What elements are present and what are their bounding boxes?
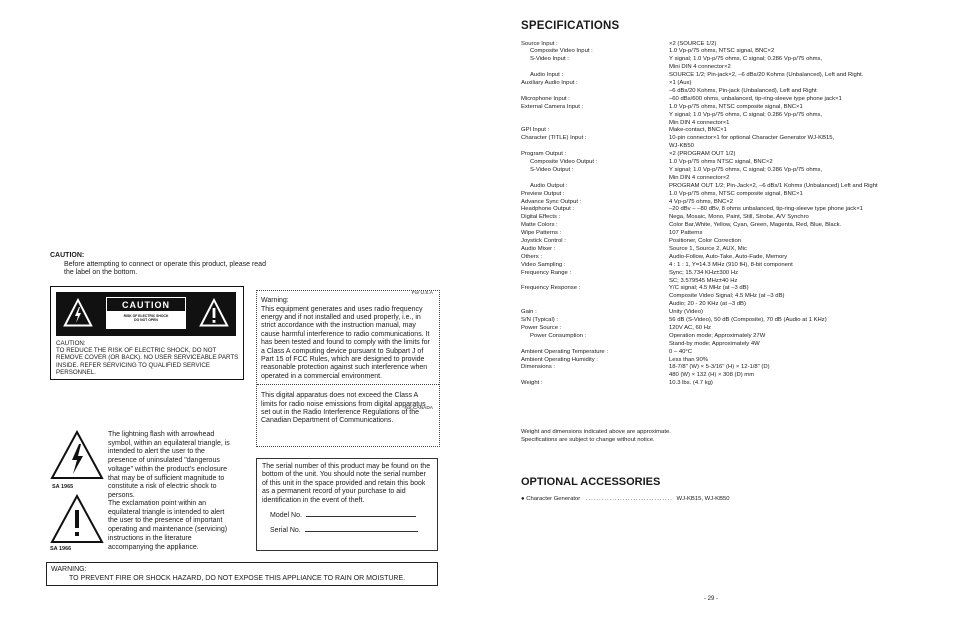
spec-value: Nega, Mosaic, Mono, Paint, Still, Strobe, A/V Synchro: [669, 214, 809, 221]
model-number-field[interactable]: [306, 511, 416, 517]
spec-label: Preview Output :: [521, 190, 565, 197]
sa-1966-label: SA 1966: [50, 546, 72, 552]
spec-label: Frequency Range :: [521, 269, 572, 276]
caution-label-box: [50, 286, 244, 380]
spec-value: –60 dBs/600 ohms, unbalanced, tip-ring-sleeve type phone jack×1: [669, 95, 842, 102]
spec-value: 107 Patterns: [669, 230, 703, 237]
serial-number-label: Serial No.: [270, 527, 301, 535]
serial-number-box: [256, 458, 438, 551]
exclamation-triangle-icon: [50, 494, 104, 544]
specifications-title: SPECIFICATIONS: [521, 20, 620, 32]
bullet-icon: ●: [521, 496, 527, 502]
lightning-triangle-icon: [50, 430, 104, 480]
spec-value: PROGRAM OUT 1/2; Pin-Jack×2, –6 dBs/1 Kohms (Unbalanced) Left and Right: [669, 182, 878, 189]
caution-title: CAUTION: [106, 297, 186, 312]
warning-heading: WARNING:: [51, 566, 87, 573]
caution-body-text: TO REDUCE THE RISK OF ELECTRIC SHOCK, DO NOT REMOVE COVER (OR BACK). NO USER SERVICEABLE PARTS INSIDE. REFER SERVICING TO QUALIFIED SERVICE PERSONNEL.: [56, 347, 239, 376]
exclamation-warning-icon: [198, 297, 230, 329]
warning-text: TO PREVENT FIRE OR SHOCK HAZARD, DO NOT EXPOSE THIS APPLIANCE TO RAIN OR MOISTURE.: [69, 575, 406, 582]
spec-value: Positioner, Color Correction: [669, 238, 742, 244]
spec-value: 1.0 Vp-p/75 ohms NTSC signal, BNC×2: [669, 159, 773, 165]
accessory-label: Character Generator: [526, 496, 581, 502]
spec-label: Video Sampling :: [521, 261, 566, 268]
spec-label: S-Video Output :: [530, 166, 574, 173]
spec-value: Unity (Video): [669, 309, 703, 316]
spec-value: Y signal; 1.0 Vp-p/75 ohms, C signal; 0.286 Vp-p/75 ohms,: [669, 111, 823, 118]
spec-label: Power Consumption :: [530, 332, 587, 339]
spec-value: Color Bar,White, Yellow, Cyan, Green, Magenta, Red, Blue, Black.: [669, 222, 842, 229]
spec-label: Frequency Response :: [521, 285, 581, 292]
spec-label: GPI Input :: [521, 127, 550, 134]
page-number: - 29 -: [704, 596, 719, 602]
spec-value: Operation mode; Approximately 27W: [669, 332, 766, 339]
caution-note-text: Before attempting to connect or operate this product, please read the label on the bottom.: [64, 260, 266, 277]
spec-note-1: Weight and dimensions indicated above are approximate.: [521, 429, 671, 435]
spec-value: Y signal; 1.0 Vp-p/75 ohms, C signal; 0.286 Vp-p/75 ohms,: [669, 166, 823, 173]
spec-value: ×2 (PROGRAM OUT 1/2): [669, 151, 736, 158]
optional-accessory-item: [521, 496, 730, 502]
spec-value: 18-7/8" (W) × 5-3/16" (H) × 12-1/8" (D): [669, 364, 770, 371]
caution-subtitle-line-2: DO NOT OPEN: [134, 318, 158, 323]
spec-value: 1.0 Vp-p/75 ohms, NTSC signal, BNC×2: [669, 48, 775, 55]
spec-value: 1.0 Vp-p/75 ohms, NTSC composite signal, BNC×1: [669, 190, 803, 197]
spec-value: 0 – 40°C: [669, 348, 692, 355]
box-divider: [257, 384, 439, 385]
spec-value: Min DIN 4 connector×1: [669, 119, 730, 126]
spec-note-2: Specifications are subject to change without notice.: [521, 437, 655, 443]
spec-value: Sync; 15.734 KHz±300 Hz: [669, 269, 739, 276]
spec-label: Composite Video Output :: [530, 159, 598, 165]
spec-value: ×1 (Aux): [669, 80, 692, 86]
spec-label: Auxiliary Audio Input :: [521, 80, 578, 86]
spec-value: 10-pin connector×1 for optional Character Generator WJ-KB15,: [669, 135, 835, 142]
spec-label: Joystick Control :: [521, 238, 566, 244]
spec-value: 4 Vp-p/75 ohms, BNC×2: [669, 198, 734, 205]
caution-subtitle: [106, 312, 186, 329]
spec-label: Gain :: [521, 309, 537, 316]
spec-label: Weight :: [521, 380, 543, 387]
accessory-value: WJ-KB15, WJ-KB50: [676, 496, 730, 502]
caution-center: [106, 297, 186, 331]
caution-subtitle-line-1: RISK OF ELECTRIC SHOCK: [123, 314, 169, 318]
spec-value: 56 dB (S-Video), 50 dB (Composite), 70 dB (Audio at 1 KHz): [669, 317, 827, 323]
spec-value: Source 1, Source 2, AUX, Mic: [669, 245, 747, 252]
spec-label: Program Output :: [521, 151, 567, 158]
spec-label: S-Video Input :: [530, 56, 569, 63]
spec-label: Digital Effects :: [521, 214, 561, 221]
spec-value: 4 : 1 : 1, Y=14.3 MHz (910 fH), 8-bit component: [669, 261, 793, 268]
spec-value: Make-contact, BNC×1: [669, 127, 727, 134]
serial-number-row: [262, 526, 432, 535]
spec-value: –6 dBs/20 Kohms, Pin-jack (Unbalanced), Left and Right: [669, 87, 817, 94]
usa-heading: Warning:: [261, 297, 289, 304]
spec-label: Headphone Output :: [521, 206, 575, 213]
specifications-notes: [521, 428, 821, 444]
spec-label: Character (TITLE) Input :: [521, 135, 587, 142]
spec-value: Y signal; 1.0 Vp-p/75 ohms, C signal; 0.286 Vp-p/75 ohms,: [669, 56, 823, 63]
spec-label: Wipe Patterns :: [521, 230, 562, 237]
spec-value: Stand-by mode; Approximately 4W: [669, 340, 760, 347]
spec-value: WJ-KB50: [669, 143, 694, 150]
caution-note: [50, 252, 270, 278]
usa-body: This equipment generates and uses radio frequency energy and if not installed and used properly, i.e., in strict accordance with the instruction manual, may cause harmful interference to radio communications. It has been tested and found to comply with the limits for a Class A computing device pursuant to Subpart J of Part 15 of FCC Rules, which are designed to provide reasonable protection against such interference when operated in a commercial environment.: [261, 305, 430, 380]
spec-label: Power Source :: [521, 324, 562, 331]
exclamation-symbol-text: The exclamation point within an equilateral triangle is intended to alert the user to the presence of important operating and maintenance (servicing) instructions in the literature accompanying the appliance.: [108, 500, 228, 551]
accessory-leader-dots: .................................: [585, 496, 673, 502]
spec-label: S/N (Typical) :: [521, 317, 558, 323]
spec-label: Matte Colors :: [521, 222, 558, 229]
spec-value: 10.3 lbs. (4.7 kg): [669, 380, 713, 387]
optional-accessories-title: OPTIONAL ACCESSORIES: [521, 476, 661, 488]
spec-label: Audio Input :: [530, 72, 564, 79]
spec-label: Dimensions :: [521, 364, 556, 371]
spec-label: Composite Video Input :: [530, 48, 593, 55]
caution-band: [56, 292, 236, 336]
spec-value: SC; 3.579545 MHz±40 Hz: [669, 277, 738, 284]
spec-value: 1.0 Vp-p/75 ohms, NTSC composite signal, BNC×1: [669, 103, 803, 110]
spec-value: Audio; 20 - 20 KHz (at –3 dB): [669, 301, 746, 308]
spec-label: Audio Mixer :: [521, 245, 556, 252]
spec-label: Audio Output :: [530, 182, 568, 189]
spec-label: Microphone Input :: [521, 95, 570, 102]
model-number-row: [262, 511, 432, 520]
spec-label: External Camera Input :: [521, 103, 584, 110]
lightning-warning-icon: [62, 297, 94, 329]
spec-value: 480 (W) × 132 (H) × 308 (D) mm: [669, 372, 755, 379]
caution-body: [56, 340, 242, 376]
spec-value: Mini DIN 4 connector×2: [669, 64, 731, 71]
spec-label: Ambient Operating Temperature :: [521, 348, 608, 355]
spec-value: Audio-Follow, Auto-Take, Auto-Fade, Memory: [669, 253, 788, 260]
warning-bar: [46, 562, 438, 586]
spec-label: Advance Sync Output :: [521, 198, 582, 205]
spec-value: –20 dBv – –80 dBv, 8 ohms unbalanced, tip-ring-sleeve type phone jack×1: [669, 206, 863, 213]
model-number-label: Model No.: [270, 512, 302, 520]
serial-number-field[interactable]: [305, 526, 418, 532]
canada-body: This digital apparatus does not exceed the Class A limits for radio noise emissions from digital apparatus set out in the Radio Interference Regulations of the Canadian Department of Communications.: [261, 392, 426, 425]
serial-box-text: The serial number of this product may be found on the bottom of the unit. You should note the serial number of this unit in the space provided and retain this book as a permanent record of your purchase to aid identification in the event of theft.: [262, 463, 431, 504]
canada-tag: For CANADA: [404, 406, 433, 411]
lightning-symbol-text: The lightning flash with arrowhead symbol, within an equilateral triangle, is intended to alert the user to the presence of uninsulated "dangerous voltage" within the product's enclosure that may be of sufficient magnitude to constitute a risk of electric shock to persons.: [108, 431, 230, 499]
spec-value: 120V AC, 60 Hz: [669, 324, 711, 331]
spec-value: SOURCE 1/2; Pin-jack×2, –6 dBs/20 Kohms (Unbalanced), Left and Right.: [669, 72, 864, 79]
spec-label: Others :: [521, 253, 542, 260]
caution-body-heading: CAUTION:: [56, 340, 86, 347]
sa-1965-label: SA 1965: [52, 484, 74, 490]
spec-value: Composite Video Signal; 4.5 MHz (at –3 dB): [669, 293, 785, 300]
spec-value: ×2 (SOURCE 1/2): [669, 40, 717, 47]
fcc-canada-box: [256, 290, 440, 447]
usa-tag: For U.S.A: [411, 291, 433, 296]
spec-value: Min DIN 4 connector×2: [669, 174, 730, 181]
spec-label: Ambient Operating Humidity :: [521, 356, 598, 363]
spec-value: Y/C signal; 4.5 MHz (at –3 dB): [669, 285, 749, 292]
spec-label: Source Input :: [521, 40, 558, 47]
caution-note-heading: CAUTION:: [50, 252, 85, 259]
spec-value: Less than 90%: [669, 356, 708, 363]
